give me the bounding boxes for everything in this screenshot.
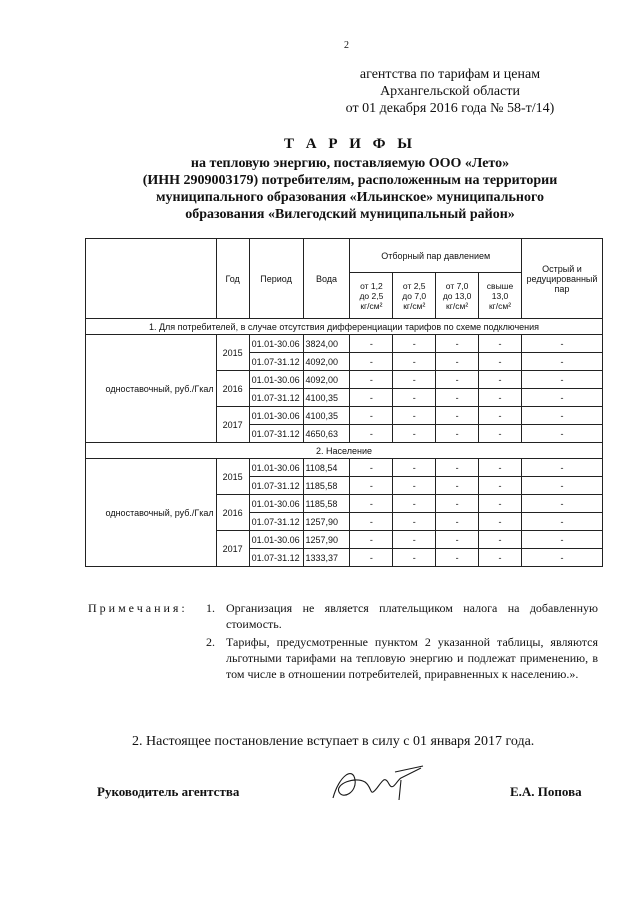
note-text: Тарифы, предусмотренные пунктом 2 указанной таблицы, являются льготными тарифами на тепловую энергию и подлежат применению, в том числе в отношении потребителей, приравненных к населению.». bbox=[226, 635, 598, 681]
empty-tariff-cell: - bbox=[479, 531, 522, 549]
year-cell: 2017 bbox=[216, 407, 249, 443]
note-item bbox=[206, 634, 598, 682]
empty-tariff-cell: - bbox=[436, 477, 479, 495]
empty-tariff-cell: - bbox=[393, 459, 436, 477]
pressure-header bbox=[350, 273, 393, 319]
empty-tariff-cell: - bbox=[521, 425, 602, 443]
empty-tariff-cell: - bbox=[521, 531, 602, 549]
section-row bbox=[86, 319, 603, 335]
water-tariff-cell: 1185,58 bbox=[303, 495, 350, 513]
empty-tariff-cell: - bbox=[436, 353, 479, 371]
document-title: Т А Р И Ф Ы bbox=[283, 136, 417, 152]
empty-tariff-cell: - bbox=[436, 407, 479, 425]
empty-tariff-cell: - bbox=[521, 513, 602, 531]
empty-tariff-cell: - bbox=[436, 495, 479, 513]
water-tariff-cell: 1257,90 bbox=[303, 513, 350, 531]
subtitle-line: (ИНН 2909003179) потребителям, расположенным на территории bbox=[142, 173, 558, 188]
section-title: 2. Население bbox=[86, 443, 603, 459]
pressure-header-line: до 2,5 bbox=[359, 290, 384, 301]
note-number: 1. bbox=[206, 601, 215, 615]
empty-tariff-cell: - bbox=[436, 371, 479, 389]
empty-tariff-cell: - bbox=[479, 459, 522, 477]
empty-tariff-cell: - bbox=[479, 549, 522, 567]
header-line: от 01 декабря 2016 года № 58-т/14) bbox=[345, 101, 555, 116]
empty-tariff-cell: - bbox=[479, 425, 522, 443]
empty-tariff-cell: - bbox=[393, 335, 436, 353]
tariff-table bbox=[85, 238, 603, 567]
empty-tariff-cell: - bbox=[393, 407, 436, 425]
pressure-header bbox=[436, 273, 479, 319]
year-header: Год bbox=[216, 239, 249, 319]
empty-tariff-cell: - bbox=[521, 353, 602, 371]
subtitle-line: на тепловую энергию, поставляемую ООО «Лето» bbox=[190, 156, 510, 171]
notes-list bbox=[206, 600, 598, 684]
water-tariff-cell: 3824,00 bbox=[303, 335, 350, 353]
pressure-header-line: 13,0 bbox=[491, 290, 509, 301]
year-cell: 2017 bbox=[216, 531, 249, 567]
consumer-type: одноставочный, руб./Гкал bbox=[86, 335, 217, 443]
empty-tariff-cell: - bbox=[521, 477, 602, 495]
empty-tariff-cell: - bbox=[479, 495, 522, 513]
notes-label: Примечания: bbox=[88, 601, 188, 615]
water-header: Вода bbox=[303, 239, 350, 319]
empty-tariff-cell: - bbox=[350, 459, 393, 477]
empty-tariff-cell: - bbox=[436, 459, 479, 477]
empty-tariff-cell: - bbox=[521, 459, 602, 477]
pressure-header-line: от 1,2 bbox=[360, 280, 383, 291]
period-cell: 01.01-30.06 bbox=[249, 459, 303, 477]
document-subtitle bbox=[80, 155, 620, 223]
period-cell: 01.01-30.06 bbox=[249, 531, 303, 549]
table-row bbox=[86, 459, 603, 477]
empty-tariff-cell: - bbox=[479, 407, 522, 425]
pressure-header-line: до 13,0 bbox=[442, 290, 472, 301]
pressure-header-line: до 7,0 bbox=[402, 290, 427, 301]
year-cell: 2015 bbox=[216, 335, 249, 371]
empty-tariff-cell: - bbox=[393, 353, 436, 371]
pressure-header-line: кг/см² bbox=[488, 300, 512, 311]
subtitle-line: муниципального образования «Ильинское» муниципального bbox=[156, 190, 544, 205]
empty-tariff-cell: - bbox=[350, 353, 393, 371]
subtitle-line: образования «Вилегодский муниципальный район» bbox=[185, 207, 515, 222]
period-cell: 01.01-30.06 bbox=[249, 335, 303, 353]
empty-tariff-cell: - bbox=[521, 371, 602, 389]
section-title: 1. Для потребителей, в случае отсутствия дифференциации тарифов по схеме подключения bbox=[86, 319, 603, 335]
water-tariff-cell: 1333,37 bbox=[303, 549, 350, 567]
period-cell: 01.07-31.12 bbox=[249, 353, 303, 371]
effective-date-paragraph: 2. Настоящее постановление вступает в силу с 01 января 2017 года. bbox=[132, 734, 535, 749]
empty-tariff-cell: - bbox=[521, 549, 602, 567]
water-tariff-cell: 1108,54 bbox=[303, 459, 350, 477]
period-cell: 01.07-31.12 bbox=[249, 477, 303, 495]
empty-tariff-cell: - bbox=[350, 389, 393, 407]
signature bbox=[325, 758, 435, 808]
empty-tariff-cell: - bbox=[393, 513, 436, 531]
empty-tariff-cell: - bbox=[436, 531, 479, 549]
signatory-title: Руководитель агентства bbox=[97, 784, 240, 799]
period-cell: 01.01-30.06 bbox=[249, 371, 303, 389]
resolution-reference bbox=[300, 66, 600, 117]
empty-tariff-cell: - bbox=[350, 495, 393, 513]
empty-tariff-cell: - bbox=[479, 477, 522, 495]
period-header: Период bbox=[249, 239, 303, 319]
pressure-header bbox=[393, 273, 436, 319]
empty-tariff-cell: - bbox=[350, 549, 393, 567]
empty-tariff-cell: - bbox=[521, 389, 602, 407]
note-number: 2. bbox=[206, 635, 215, 649]
pressure-header bbox=[479, 273, 522, 319]
period-cell: 01.01-30.06 bbox=[249, 495, 303, 513]
empty-tariff-cell: - bbox=[393, 389, 436, 407]
pressure-header-line: кг/см² bbox=[360, 300, 383, 311]
empty-tariff-cell: - bbox=[393, 549, 436, 567]
header-line: Архангельской области bbox=[380, 84, 520, 99]
year-cell: 2016 bbox=[216, 371, 249, 407]
pressure-header-line: свыше bbox=[486, 280, 514, 291]
empty-tariff-cell: - bbox=[393, 477, 436, 495]
empty-tariff-cell: - bbox=[393, 495, 436, 513]
empty-tariff-cell: - bbox=[479, 389, 522, 407]
empty-tariff-cell: - bbox=[350, 531, 393, 549]
note-text: Организация не является плательщиком налога на добавленную стоимость. bbox=[226, 601, 598, 631]
water-tariff-cell: 4100,35 bbox=[303, 389, 350, 407]
steam-group-header: Отборный пар давлением bbox=[350, 239, 522, 273]
period-cell: 01.07-31.12 bbox=[249, 389, 303, 407]
year-cell: 2015 bbox=[216, 459, 249, 495]
empty-tariff-cell: - bbox=[393, 531, 436, 549]
empty-tariff-cell: - bbox=[436, 335, 479, 353]
signatory-name: Е.А. Попова bbox=[510, 784, 582, 799]
empty-tariff-cell: - bbox=[436, 389, 479, 407]
empty-tariff-cell: - bbox=[350, 425, 393, 443]
water-tariff-cell: 4100,35 bbox=[303, 407, 350, 425]
empty-tariff-cell: - bbox=[350, 477, 393, 495]
water-tariff-cell: 4092,00 bbox=[303, 371, 350, 389]
period-cell: 01.07-31.12 bbox=[249, 425, 303, 443]
table-row bbox=[86, 335, 603, 353]
empty-tariff-cell: - bbox=[436, 513, 479, 531]
empty-tariff-cell: - bbox=[393, 371, 436, 389]
sharp-steam-header: Острый и редуцированный пар bbox=[521, 239, 602, 319]
empty-tariff-cell: - bbox=[436, 549, 479, 567]
section-row bbox=[86, 443, 603, 459]
water-tariff-cell: 4650,63 bbox=[303, 425, 350, 443]
pressure-header-line: от 7,0 bbox=[445, 280, 469, 291]
water-tariff-cell: 1185,58 bbox=[303, 477, 350, 495]
empty-tariff-cell: - bbox=[479, 371, 522, 389]
period-cell: 01.07-31.12 bbox=[249, 513, 303, 531]
year-cell: 2016 bbox=[216, 495, 249, 531]
pressure-header-line: кг/см² bbox=[403, 300, 426, 311]
header-line: агентства по тарифам и ценам bbox=[359, 67, 541, 82]
empty-tariff-cell: - bbox=[350, 513, 393, 531]
empty-tariff-cell: - bbox=[521, 335, 602, 353]
empty-tariff-cell: - bbox=[350, 371, 393, 389]
consumer-header bbox=[86, 239, 217, 319]
empty-tariff-cell: - bbox=[521, 407, 602, 425]
note-item bbox=[206, 600, 598, 632]
period-cell: 01.07-31.12 bbox=[249, 549, 303, 567]
empty-tariff-cell: - bbox=[393, 425, 436, 443]
water-tariff-cell: 4092,00 bbox=[303, 353, 350, 371]
page-number: 2 bbox=[344, 40, 349, 51]
empty-tariff-cell: - bbox=[521, 495, 602, 513]
pressure-header-line: от 2,5 bbox=[402, 280, 426, 291]
empty-tariff-cell: - bbox=[479, 353, 522, 371]
empty-tariff-cell: - bbox=[436, 425, 479, 443]
empty-tariff-cell: - bbox=[479, 335, 522, 353]
pressure-header-line: кг/см² bbox=[446, 300, 469, 311]
empty-tariff-cell: - bbox=[350, 335, 393, 353]
consumer-type: одноставочный, руб./Гкал bbox=[86, 459, 217, 567]
period-cell: 01.01-30.06 bbox=[249, 407, 303, 425]
empty-tariff-cell: - bbox=[479, 513, 522, 531]
empty-tariff-cell: - bbox=[350, 407, 393, 425]
water-tariff-cell: 1257,90 bbox=[303, 531, 350, 549]
